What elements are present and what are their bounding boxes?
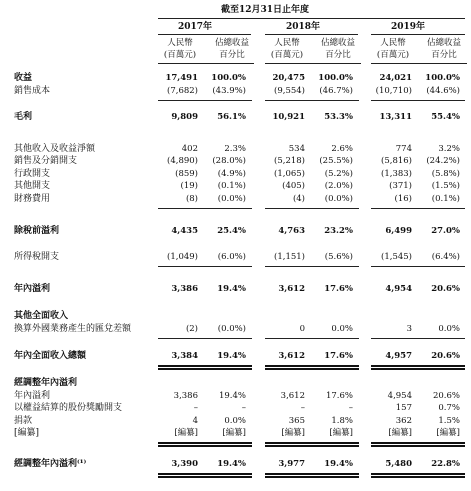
cell-amount: [編纂] xyxy=(388,428,412,438)
total-double-rule xyxy=(371,442,465,444)
cell-percentage: 0.0% xyxy=(224,416,246,426)
cell-amount: (859) xyxy=(175,169,198,179)
rmb-unit-2: (百萬元) xyxy=(376,50,410,60)
row-label: 年內溢利 xyxy=(14,284,51,294)
cell-percentage: 0.0% xyxy=(438,324,460,334)
cell-amount: 0 xyxy=(299,324,305,334)
total-double-rule xyxy=(371,476,465,478)
pct-label-0: 佔總收益 xyxy=(214,38,249,48)
cell-amount: (1,049) xyxy=(167,252,198,262)
pct-unit-1: 百分比 xyxy=(325,50,351,60)
rmb-unit-0: (百萬元) xyxy=(163,50,197,60)
cell-percentage: 17.6% xyxy=(324,351,353,361)
rmb-label-0: 人民幣 xyxy=(167,38,193,48)
row-label: 所得稅開支 xyxy=(14,252,60,262)
total-double-rule xyxy=(158,445,252,447)
subtotal-rule xyxy=(265,100,359,101)
cell-amount: 4 xyxy=(192,416,198,426)
row-label: 經調整年內溢利⁽¹⁾ xyxy=(14,459,87,469)
cell-amount: 3,386 xyxy=(171,284,198,294)
cell-amount: 365 xyxy=(288,416,305,426)
year-rule-2017 xyxy=(158,34,251,35)
cell-amount: 3,612 xyxy=(278,284,305,294)
rmb-label-1: 人民幣 xyxy=(274,38,300,48)
cell-amount: 3,386 xyxy=(173,391,198,401)
cell-percentage: (2.0%) xyxy=(324,181,353,191)
cell-amount: (1,151) xyxy=(274,252,305,262)
cell-amount: (1,545) xyxy=(381,252,412,262)
total-double-rule xyxy=(265,476,359,478)
period-rule xyxy=(158,18,465,19)
total-double-rule xyxy=(158,365,252,367)
row-label: 銷售成本 xyxy=(14,86,51,96)
rmb-unit-1: (百萬元) xyxy=(270,50,304,60)
cell-percentage: (4.9%) xyxy=(217,169,246,179)
subtotal-rule xyxy=(158,338,252,339)
cell-amount: (8) xyxy=(185,194,198,204)
total-double-rule xyxy=(158,473,252,475)
year-heading-2019: 2019年 xyxy=(390,22,426,32)
cell-amount: 4,435 xyxy=(171,226,198,236)
cell-amount: (7,682) xyxy=(167,86,198,96)
cell-amount: 10,921 xyxy=(272,112,305,122)
cell-percentage: 22.8% xyxy=(431,459,460,469)
cell-amount: (371) xyxy=(389,181,412,191)
colhead-rule-1 xyxy=(265,63,361,64)
cell-percentage: (24.2%) xyxy=(426,156,460,166)
cell-amount: 4,957 xyxy=(385,351,412,361)
row-label: 財務費用 xyxy=(14,194,51,204)
cell-amount: (1,065) xyxy=(274,169,305,179)
cell-percentage: [編纂] xyxy=(436,428,460,438)
cell-amount: 534 xyxy=(288,144,305,154)
cell-amount: (5,218) xyxy=(274,156,305,166)
cell-amount: 24,021 xyxy=(379,73,412,83)
row-label: 行政開支 xyxy=(14,169,51,179)
row-label: 其他開支 xyxy=(14,181,51,191)
cell-amount: (10,710) xyxy=(375,86,412,96)
row-label: 年內溢利 xyxy=(14,391,51,401)
total-double-rule xyxy=(265,473,359,475)
subtotal-rule xyxy=(265,266,359,267)
cell-amount: 20,475 xyxy=(272,73,305,83)
subtotal-rule xyxy=(371,338,465,339)
cell-percentage: (0.0%) xyxy=(324,194,353,204)
cell-percentage: 56.1% xyxy=(217,112,246,122)
cell-amount: (4) xyxy=(292,194,305,204)
cell-amount: (405) xyxy=(282,181,305,191)
year-rule-2019 xyxy=(371,34,465,35)
cell-percentage: (28.0%) xyxy=(212,156,246,166)
cell-amount: 4,763 xyxy=(278,226,305,236)
row-label: 其他收入及收益淨額 xyxy=(14,144,96,154)
subtotal-rule xyxy=(371,100,465,101)
cell-percentage: 100.0% xyxy=(318,73,353,83)
cell-amount: (9,554) xyxy=(274,86,305,96)
period-heading: 截至12月31日止年度 xyxy=(220,5,310,15)
cell-percentage: (25.5%) xyxy=(319,156,353,166)
cell-amount: [編纂] xyxy=(281,428,305,438)
cell-amount: 4,954 xyxy=(387,391,412,401)
cell-percentage: (0.0%) xyxy=(217,194,246,204)
cell-percentage: [編纂] xyxy=(329,428,353,438)
cell-percentage: 55.4% xyxy=(431,112,460,122)
cell-percentage: (46.7%) xyxy=(319,86,353,96)
cell-amount: – xyxy=(300,403,305,413)
cell-percentage: 19.4% xyxy=(217,351,246,361)
total-double-rule xyxy=(371,368,465,370)
cell-percentage: (0.0%) xyxy=(217,324,246,334)
cell-percentage: 17.6% xyxy=(324,284,353,294)
cell-percentage: 19.4% xyxy=(324,459,353,469)
cell-amount: (19) xyxy=(180,181,198,191)
cell-percentage: (5.2%) xyxy=(324,169,353,179)
total-double-rule xyxy=(371,365,465,367)
cell-percentage: 3.2% xyxy=(438,144,460,154)
row-label: 以權益結算的股份獎勵開支 xyxy=(14,403,123,413)
cell-percentage: 20.6% xyxy=(431,351,460,361)
row-label: 銷售及分銷開支 xyxy=(14,156,78,166)
cell-percentage: 20.6% xyxy=(432,391,460,401)
cell-percentage: 19.4% xyxy=(218,391,246,401)
subtotal-rule xyxy=(265,338,359,339)
pct-label-2: 佔總收益 xyxy=(426,38,461,48)
rmb-label-2: 人民幣 xyxy=(380,38,406,48)
year-heading-2017: 2017年 xyxy=(177,22,213,32)
cell-amount: – xyxy=(193,403,198,413)
total-double-rule xyxy=(265,368,359,370)
cell-percentage: (5.6%) xyxy=(324,252,353,262)
total-double-rule xyxy=(265,445,359,447)
subtotal-rule xyxy=(371,208,465,209)
cell-percentage: 2.6% xyxy=(331,144,353,154)
row-label: 除稅前溢利 xyxy=(14,226,60,236)
pct-unit-0: 百分比 xyxy=(219,50,245,60)
subtotal-rule xyxy=(158,100,252,101)
row-label: 其他全面收入 xyxy=(14,311,69,321)
total-double-rule xyxy=(371,445,465,447)
cell-percentage: (5.8%) xyxy=(431,169,460,179)
row-label: 捐款 xyxy=(14,416,33,426)
cell-percentage: 25.4% xyxy=(217,226,246,236)
total-double-rule xyxy=(158,368,252,370)
row-label: 換算外國業務產生的匯兌差額 xyxy=(14,324,132,334)
cell-amount: 3,612 xyxy=(278,351,305,361)
cell-amount: (1,383) xyxy=(381,169,412,179)
cell-percentage: – xyxy=(348,403,353,413)
row-label: 毛利 xyxy=(14,112,33,122)
cell-percentage: 20.6% xyxy=(431,284,460,294)
pct-label-1: 佔總收益 xyxy=(320,38,355,48)
cell-percentage: 1.5% xyxy=(438,416,460,426)
cell-percentage: (0.1%) xyxy=(217,181,246,191)
cell-amount: 402 xyxy=(181,144,198,154)
cell-percentage: 100.0% xyxy=(425,73,460,83)
total-double-rule xyxy=(265,442,359,444)
cell-amount: 3,612 xyxy=(280,391,305,401)
cell-amount: (2) xyxy=(185,324,198,334)
year-rule-2018 xyxy=(265,34,358,35)
cell-percentage: (1.5%) xyxy=(431,181,460,191)
subtotal-rule xyxy=(371,266,465,267)
cell-percentage: (6.0%) xyxy=(217,252,246,262)
row-label: [編纂] xyxy=(14,428,40,438)
subtotal-rule xyxy=(265,208,359,209)
cell-amount: 17,491 xyxy=(165,73,198,83)
cell-percentage: 17.6% xyxy=(325,391,353,401)
cell-percentage: 2.3% xyxy=(224,144,246,154)
total-double-rule xyxy=(158,476,252,478)
cell-percentage: 0.0% xyxy=(331,324,353,334)
cell-amount: 13,311 xyxy=(379,112,412,122)
cell-percentage: 100.0% xyxy=(211,73,246,83)
row-label: 收益 xyxy=(14,73,33,83)
cell-amount: 4,954 xyxy=(385,284,412,294)
cell-percentage: 23.2% xyxy=(324,226,353,236)
cell-amount: 9,809 xyxy=(171,112,198,122)
cell-percentage: 0.7% xyxy=(438,403,460,413)
cell-percentage: (6.4%) xyxy=(431,252,460,262)
pct-unit-2: 百分比 xyxy=(431,50,457,60)
cell-amount: 3 xyxy=(406,324,412,334)
subtotal-rule xyxy=(158,266,252,267)
cell-percentage: (44.6%) xyxy=(426,86,460,96)
cell-amount: 3,384 xyxy=(171,351,198,361)
cell-percentage: 19.4% xyxy=(217,459,246,469)
colhead-rule-0 xyxy=(158,63,254,64)
cell-amount: 774 xyxy=(395,144,412,154)
cell-percentage: 27.0% xyxy=(431,226,460,236)
cell-amount: 5,480 xyxy=(385,459,412,469)
year-heading-2018: 2018年 xyxy=(285,22,321,32)
cell-percentage: 1.8% xyxy=(331,416,353,426)
subtotal-rule xyxy=(158,208,252,209)
cell-amount: 362 xyxy=(395,416,412,426)
cell-percentage: (0.1%) xyxy=(431,194,460,204)
cell-amount: (16) xyxy=(394,194,412,204)
cell-amount: (5,816) xyxy=(381,156,412,166)
total-double-rule xyxy=(265,365,359,367)
cell-amount: 6,499 xyxy=(385,226,412,236)
cell-amount: [編纂] xyxy=(174,428,198,438)
cell-amount: 3,390 xyxy=(171,459,198,469)
cell-percentage: 53.3% xyxy=(324,112,353,122)
cell-percentage: – xyxy=(241,403,246,413)
cell-percentage: [編纂] xyxy=(222,428,246,438)
total-double-rule xyxy=(371,473,465,475)
cell-percentage: 19.4% xyxy=(217,284,246,294)
cell-amount: 3,977 xyxy=(278,459,305,469)
cell-amount: (4,890) xyxy=(167,156,198,166)
total-double-rule xyxy=(158,442,252,444)
row-label: 經調整年內溢利 xyxy=(14,378,78,388)
row-label: 年內全面收入總額 xyxy=(14,351,87,361)
cell-percentage: (43.9%) xyxy=(212,86,246,96)
colhead-rule-2 xyxy=(371,63,467,64)
cell-amount: 157 xyxy=(395,403,412,413)
